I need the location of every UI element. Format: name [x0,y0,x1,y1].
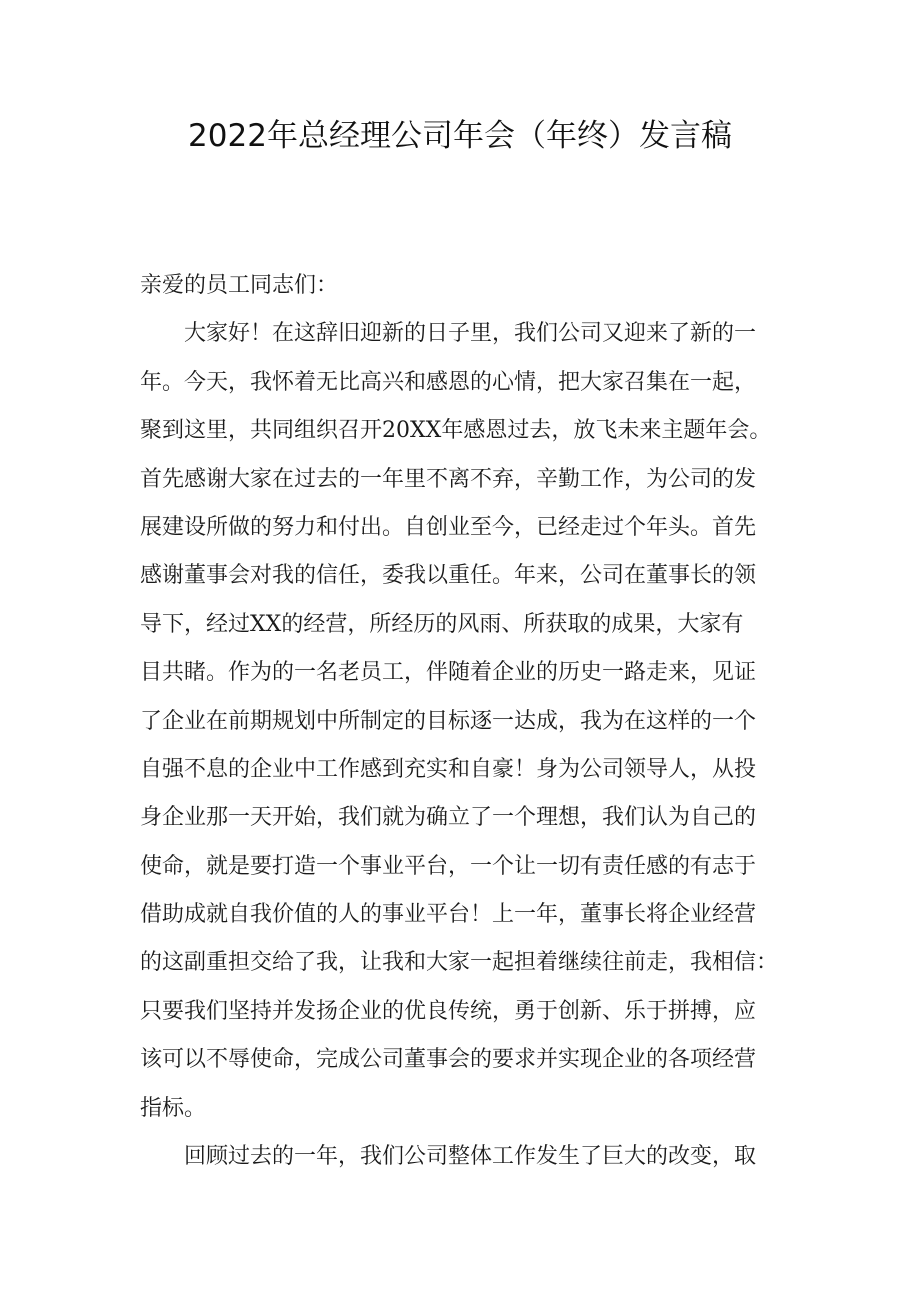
text-line: 聚到这里，共同组织召开20XX年感恩过去，放飞未来主题年会。 [140,418,772,444]
salutation: 亲爱的员工同志们： [140,273,339,298]
text-line: 自强不息的企业中工作感到充实和自豪！身为公司领导人，从投 [140,756,757,782]
text-line: 大家好！在这辞旧迎新的日子里，我们公司又迎来了新的一 [140,321,757,347]
text-line: 借助成就自我价值的人的事业平台！上一年，董事长将企业经营 [140,902,757,928]
text-line: 首先感谢大家在过去的一年里不离不弃，辛勤工作，为公司的发 [140,466,757,492]
text-line: 回顾过去的一年，我们公司整体工作发生了巨大的改变，取 [140,1144,757,1170]
text-line: 目共睹。作为的一名老员工，伴随着企业的历史一路走来，见证 [140,660,757,686]
text-line: 年。今天，我怀着无比高兴和感恩的心情，把大家召集在一起， [140,369,757,395]
text-line: 身企业那一天开始，我们就为确立了一个理想，我们认为自己的 [140,805,757,831]
text-line: 感谢董事会对我的信任，委我以重任。年来，公司在董事长的领 [140,563,757,589]
paragraph-2 [140,1133,786,1181]
text-line: 指标。 [140,1095,207,1121]
text-line: 展建设所做的努力和付出。自创业至今，已经走过个年头。首先 [140,514,757,540]
text-line: 了企业在前期规划中所制定的目标逐一达成，我为在这样的一个 [140,708,757,734]
text-line: 使命，就是要打造一个事业平台，一个让一切有责任感的有志于 [140,853,757,879]
text-line: 的这副重担交给了我，让我和大家一起担着继续往前走，我相信： [140,950,779,976]
text-line: 只要我们坚持并发扬企业的优良传统，勇于创新、乐于拼搏，应 [140,998,757,1024]
document-body [140,262,786,1181]
paragraph-1 [140,310,786,1133]
document-title: 2022年总经理公司年会（年终）发言稿 [188,118,732,154]
text-line: 导下，经过XX的经营，所经历的风雨、所获取的成果，大家有 [140,611,744,637]
text-line: 该可以不辱使命，完成公司董事会的要求并实现企业的各项经营 [140,1047,757,1073]
